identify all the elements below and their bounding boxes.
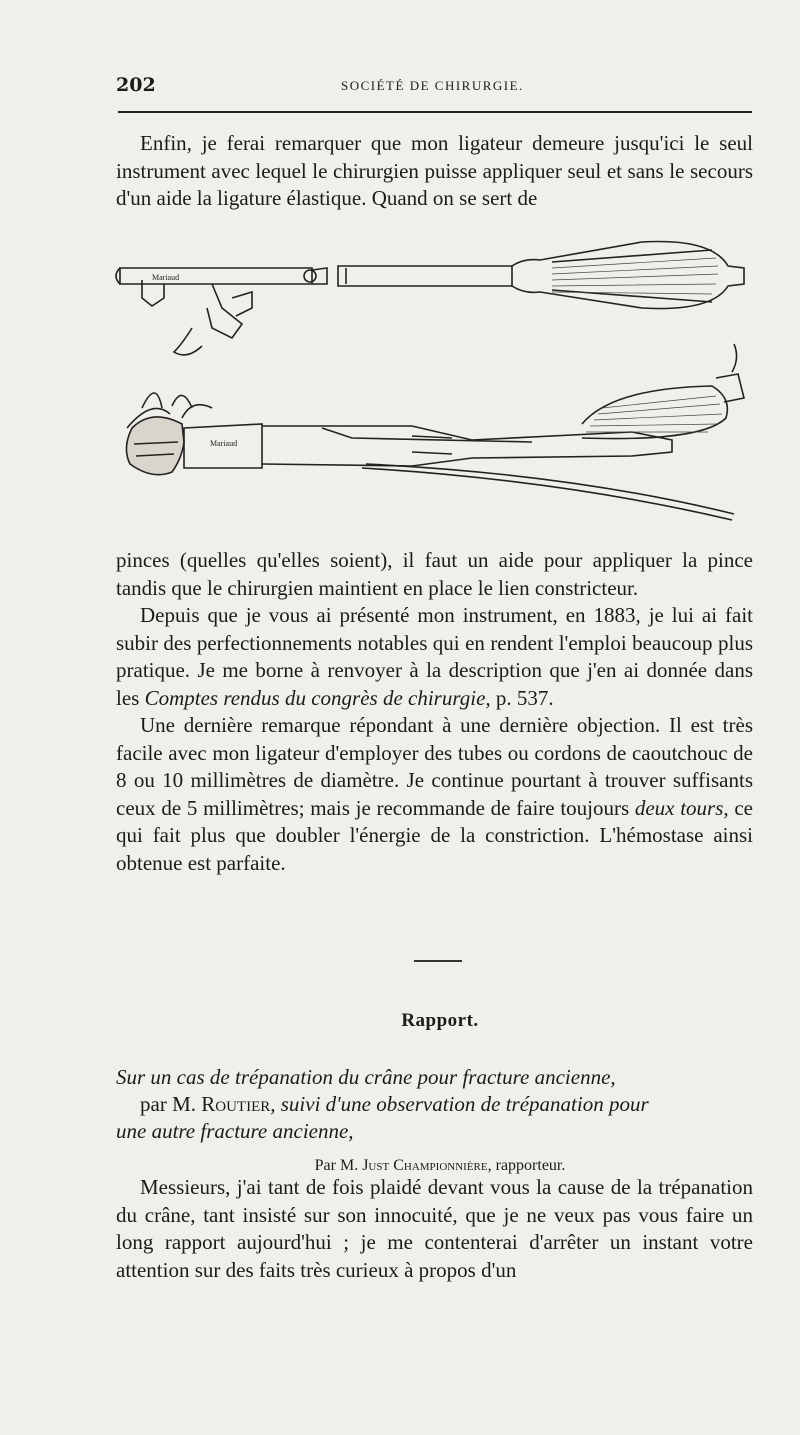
- paragraph-report: [116, 1174, 753, 1284]
- section-title: Rapport.: [401, 1010, 479, 1031]
- emphasis-italic: deux tours,: [634, 795, 729, 820]
- maker-mark-upper: Mariaud: [152, 273, 180, 282]
- text-run: Une dernière remarque répondant à une dernière objection. Il est très facile avec mon ligateur d'employer des tubes ou cordons de caoutchouc de 8 ou 10 millimètres de diamètre. Je continue pourtant à trouver suffisants ceux de 5 millimètres; mais je recommande de faire toujours: [116, 713, 753, 820]
- ligator-illustration: [112, 228, 762, 528]
- paragraph-text: [116, 712, 753, 877]
- section-divider: [414, 960, 462, 962]
- rapporteur-line: [40, 1157, 800, 1175]
- maker-mark-lower: Mariaud: [210, 439, 238, 448]
- rapporteur-name: Just Championnière: [362, 1157, 488, 1174]
- text-run: ce qui fait plus que doubler l'énergie de la constriction. L'hémostase ainsi obtenue est parfaite.: [116, 795, 753, 875]
- report-title-line: [116, 1091, 753, 1118]
- paragraph-text: Enfin, je ferai remarquer que mon ligateur demeure jusqu'ici le seul instrument avec lequel le chirurgien puisse appliquer seul et sans le secours d'un aide la ligature élastique. Quand on se sert de: [116, 131, 753, 210]
- paragraph-block: [116, 547, 753, 877]
- text-run: , suivi d'une observation de trépanation pour: [270, 1092, 649, 1116]
- header-rule: [118, 111, 752, 113]
- report-title-line: Sur un cas de trépanation du crâne pour fracture ancienne,: [116, 1065, 616, 1089]
- text-run: Depuis que je vous ai présenté mon instrument, en 1883, je lui ai fait subir des perfectionnements notables qui en rendent l'emploi beaucoup plus pratique. Je me borne à renvoyer à la description que j'en ai donnée dans les: [116, 603, 753, 710]
- report-title-line: une autre fracture ancienne,: [116, 1119, 354, 1143]
- page-header: [116, 74, 752, 100]
- paragraph-text: [116, 602, 753, 712]
- text-run: p. 537.: [490, 685, 554, 710]
- text-run: par M.: [140, 1092, 202, 1116]
- paragraph-text: Messieurs, j'ai tant de fois plaidé devant vous la cause de la trépanation du crâne, tant insisté sur son innocuité, que je ne veux pas vous faire un long rapport aujourd'hui ; je me contenterai d'arrêter un instant votre attention sur des faits très curieux à propos d'un: [116, 1175, 753, 1282]
- citation-italic: Comptes rendus du congrès de chirurgie,: [144, 685, 491, 710]
- paragraph-intro: [116, 130, 753, 213]
- page-number: 202: [116, 74, 156, 96]
- paragraph-text: pinces (quelles qu'elles soient), il faut un aide pour appliquer la pince tandis que le chirurgien maintient en place le lien constricteur.: [116, 548, 753, 600]
- running-title: SOCIÉTÉ DE CHIRURGIE.: [341, 78, 524, 93]
- author-name: Routier: [201, 1092, 271, 1116]
- text-run: Par M.: [314, 1157, 363, 1174]
- report-heading: [116, 1064, 753, 1145]
- text-run: , rapporteur.: [487, 1157, 566, 1174]
